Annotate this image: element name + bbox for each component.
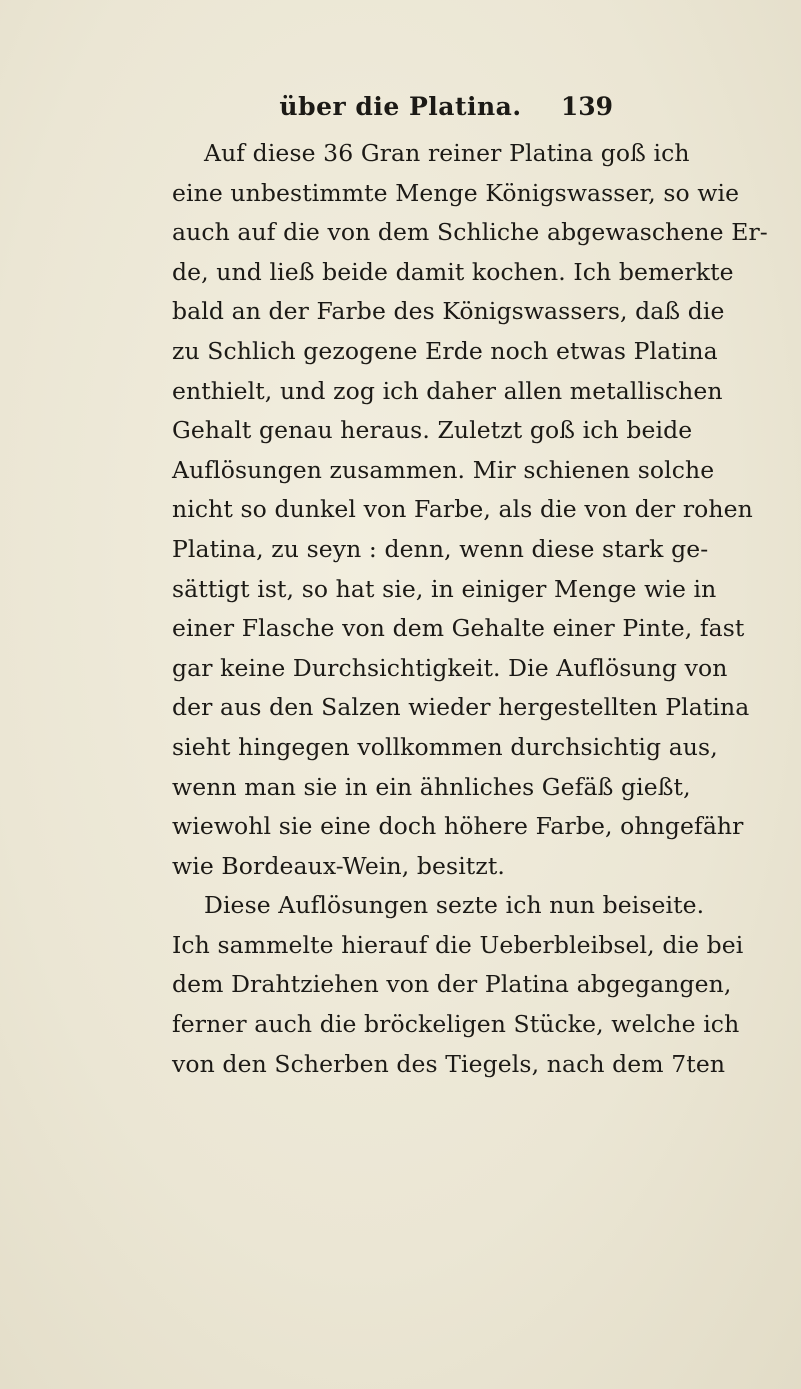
text-line: zu Schlich gezogene Erde noch etwas Platina xyxy=(172,336,718,365)
text-line: auch auf die von dem Schliche abgewaschene Er- xyxy=(172,218,768,247)
text-line: Auf diese 36 Gran reiner Platina goß ich xyxy=(204,139,690,167)
text-line: Diese Auflösungen sezte ich nun beiseite. xyxy=(204,891,705,920)
running-title: über die Platina. xyxy=(279,92,522,121)
text-line: von den Scherben des Tiegels, nach dem 7ten xyxy=(172,1049,726,1078)
text-line: enthielt, und zog ich daher allen metallischen xyxy=(172,376,723,405)
text-line: bald an der Farbe des Königswassers, daß die xyxy=(172,297,725,326)
text-line: dem Drahtziehen von der Platina abgegangen, xyxy=(172,970,732,999)
text-line: de, und ließ beide damit kochen. Ich bemerkte xyxy=(172,257,734,286)
text-line: wiewohl sie eine doch höhere Farbe, ohngefähr xyxy=(172,812,744,841)
text-line: Platina, zu seyn : denn, wenn diese stark ge- xyxy=(172,534,709,563)
body-text xyxy=(172,134,768,1084)
text-line: Auflösungen zusammen. Mir schienen solche xyxy=(172,455,715,484)
text-line: einer Flasche von dem Gehalte einer Pinte, fast xyxy=(172,614,745,643)
running-head xyxy=(0,92,801,132)
page-number: 139 xyxy=(560,92,613,121)
text-line: eine unbestimmte Menge Königswasser, so wie xyxy=(172,178,740,207)
text-line: Gehalt genau heraus. Zuletzt goß ich beide xyxy=(172,416,693,445)
text-line: wenn man sie in ein ähnliches Gefäß gießt, xyxy=(172,772,691,801)
text-line: sieht hingegen vollkommen durchsichtig aus, xyxy=(172,732,718,761)
text-line: der aus den Salzen wieder hergestellten Platina xyxy=(172,693,750,722)
text-line: wie Bordeaux-Wein, besitzt. xyxy=(172,851,505,880)
text-line: nicht so dunkel von Farbe, als die von der rohen xyxy=(172,495,753,524)
text-line: sättigt ist, so hat sie, in einiger Menge wie in xyxy=(172,574,717,603)
text-line: gar keine Durchsichtigkeit. Die Auflösung von xyxy=(172,653,728,682)
text-line: ferner auch die bröckeligen Stücke, welche ich xyxy=(172,1010,740,1039)
text-line: Ich sammelte hierauf die Ueberbleibsel, die bei xyxy=(172,930,744,959)
